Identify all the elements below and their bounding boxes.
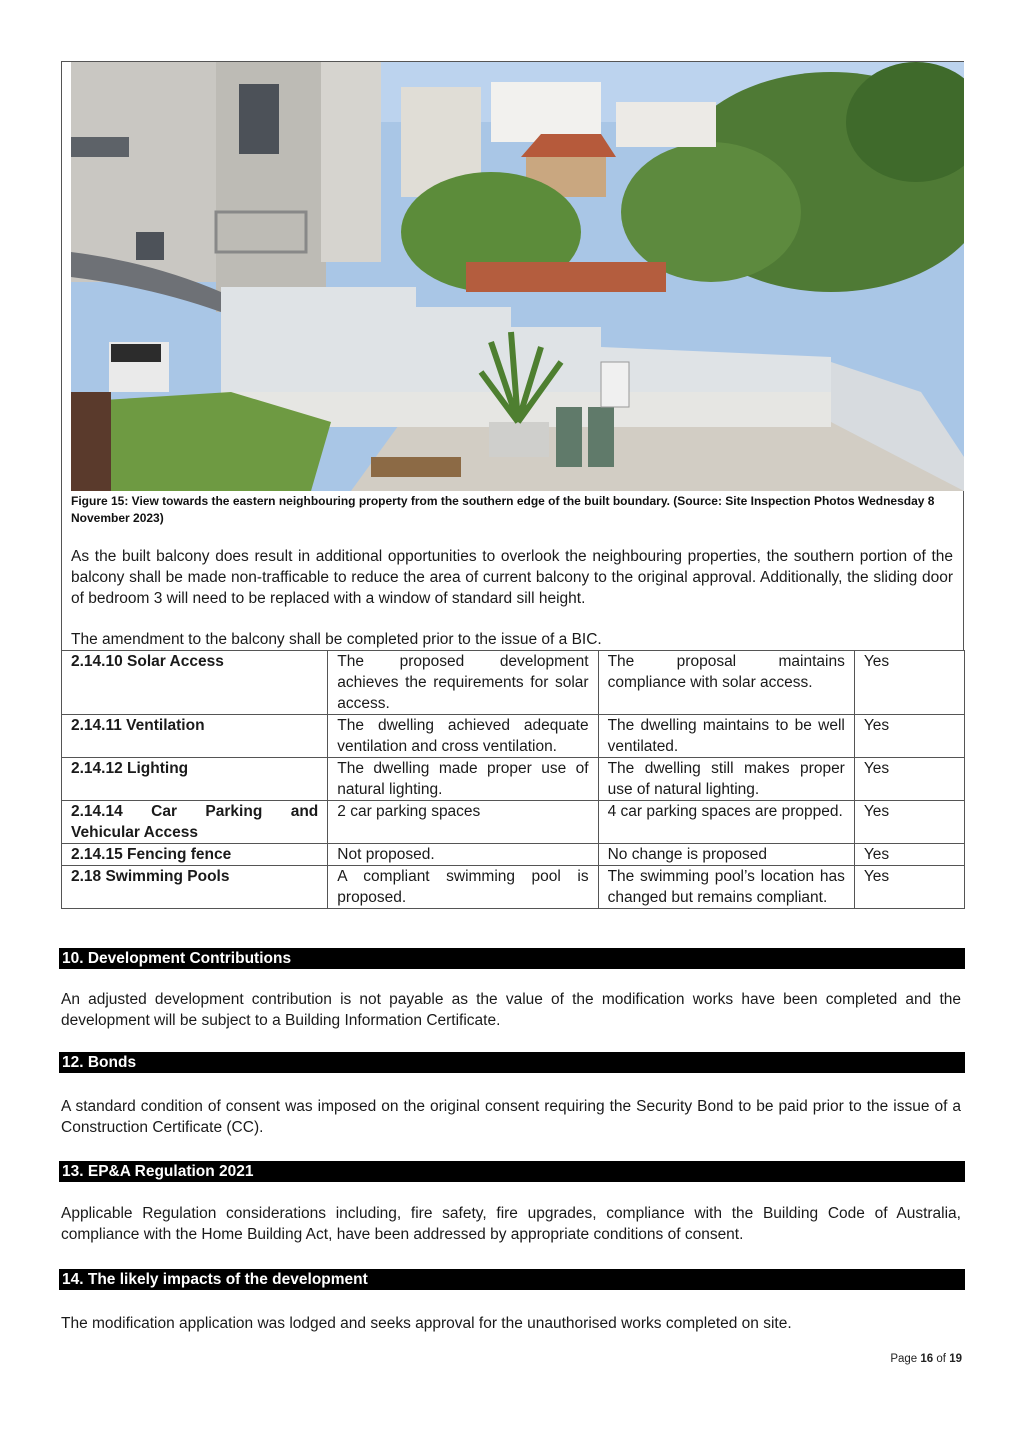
complies-cell: Yes bbox=[854, 866, 964, 909]
page-number bbox=[890, 1353, 962, 1365]
table-row bbox=[62, 715, 965, 758]
table-row bbox=[62, 844, 965, 866]
page-current: 16 bbox=[920, 1353, 934, 1365]
figure-caption: Figure 15: View towards the eastern neighbouring property from the southern edge of the built boundary. (Source: Site Inspection Photos Wednesday 8 November 2023) bbox=[71, 494, 935, 525]
modified-cell: The swimming pool’s location has changed but remains compliant. bbox=[598, 866, 854, 909]
complies-cell: Yes bbox=[854, 758, 964, 801]
site-photo bbox=[71, 62, 964, 491]
clause-cell: 2.14.14 Car Parking and Vehicular Access bbox=[62, 801, 328, 844]
modified-cell: The dwelling maintains to be well ventilated. bbox=[598, 715, 854, 758]
balcony-paragraph: As the built balcony does result in additional opportunities to overlook the neighbouring properties, the southern portion of the balcony shall be made non-trafficable to reduce the area of current balcony to the original approval. Additionally, the sliding door of bedroom 3 will need to be replaced with a window of standard sill height. bbox=[71, 548, 953, 607]
amendment-paragraph: The amendment to the balcony shall be completed prior to the issue of a BIC. bbox=[71, 631, 602, 648]
clause-cell: 2.14.11 Ventilation bbox=[62, 715, 328, 758]
complies-cell: Yes bbox=[854, 715, 964, 758]
compliance-table bbox=[61, 650, 965, 909]
clause-cell: 2.14.12 Lighting bbox=[62, 758, 328, 801]
original-cell: The proposed development achieves the requirements for solar access. bbox=[328, 651, 598, 715]
section-body-contributions: An adjusted development contribution is not payable as the value of the modification works have been completed and the development will be subject to a Building Information Certificate. bbox=[61, 991, 961, 1029]
table-row bbox=[62, 758, 965, 801]
clause-cell: 2.14.10 Solar Access bbox=[62, 651, 328, 715]
original-cell: 2 car parking spaces bbox=[328, 801, 598, 844]
original-cell: Not proposed. bbox=[328, 844, 598, 866]
original-cell: The dwelling made proper use of natural lighting. bbox=[328, 758, 598, 801]
clause-cell: 2.14.15 Fencing fence bbox=[62, 844, 328, 866]
page-total: 19 bbox=[949, 1353, 962, 1365]
table-row bbox=[62, 866, 965, 909]
section-heading-contributions: 10. Development Contributions bbox=[59, 948, 965, 969]
table-row bbox=[62, 801, 965, 844]
table-row bbox=[62, 651, 965, 715]
clause-cell: 2.18 Swimming Pools bbox=[62, 866, 328, 909]
original-cell: A compliant swimming pool is proposed. bbox=[328, 866, 598, 909]
section-body-impacts: The modification application was lodged and seeks approval for the unauthorised works completed on site. bbox=[61, 1315, 792, 1332]
modified-cell: No change is proposed bbox=[598, 844, 854, 866]
modified-cell: 4 car parking spaces are propped. bbox=[598, 801, 854, 844]
modified-cell: The dwelling still makes proper use of natural lighting. bbox=[598, 758, 854, 801]
page-prefix: Page bbox=[890, 1353, 918, 1365]
complies-cell: Yes bbox=[854, 801, 964, 844]
page-of: of bbox=[936, 1353, 946, 1365]
complies-cell: Yes bbox=[854, 844, 964, 866]
section-heading-regulation: 13. EP&A Regulation 2021 bbox=[59, 1161, 965, 1182]
section-body-regulation: Applicable Regulation considerations including, fire safety, fire upgrades, compliance with the Building Code of Australia, compliance with the Home Building Act, have been addressed by appropriate conditions of consent. bbox=[61, 1205, 961, 1243]
complies-cell: Yes bbox=[854, 651, 964, 715]
modified-cell: The proposal maintains compliance with solar access. bbox=[598, 651, 854, 715]
section-heading-impacts: 14. The likely impacts of the development bbox=[59, 1269, 965, 1290]
section-heading-bonds: 12. Bonds bbox=[59, 1052, 965, 1073]
original-cell: The dwelling achieved adequate ventilation and cross ventilation. bbox=[328, 715, 598, 758]
section-body-bonds: A standard condition of consent was imposed on the original consent requiring the Security Bond to be paid prior to the issue of a Construction Certificate (CC). bbox=[61, 1098, 961, 1136]
